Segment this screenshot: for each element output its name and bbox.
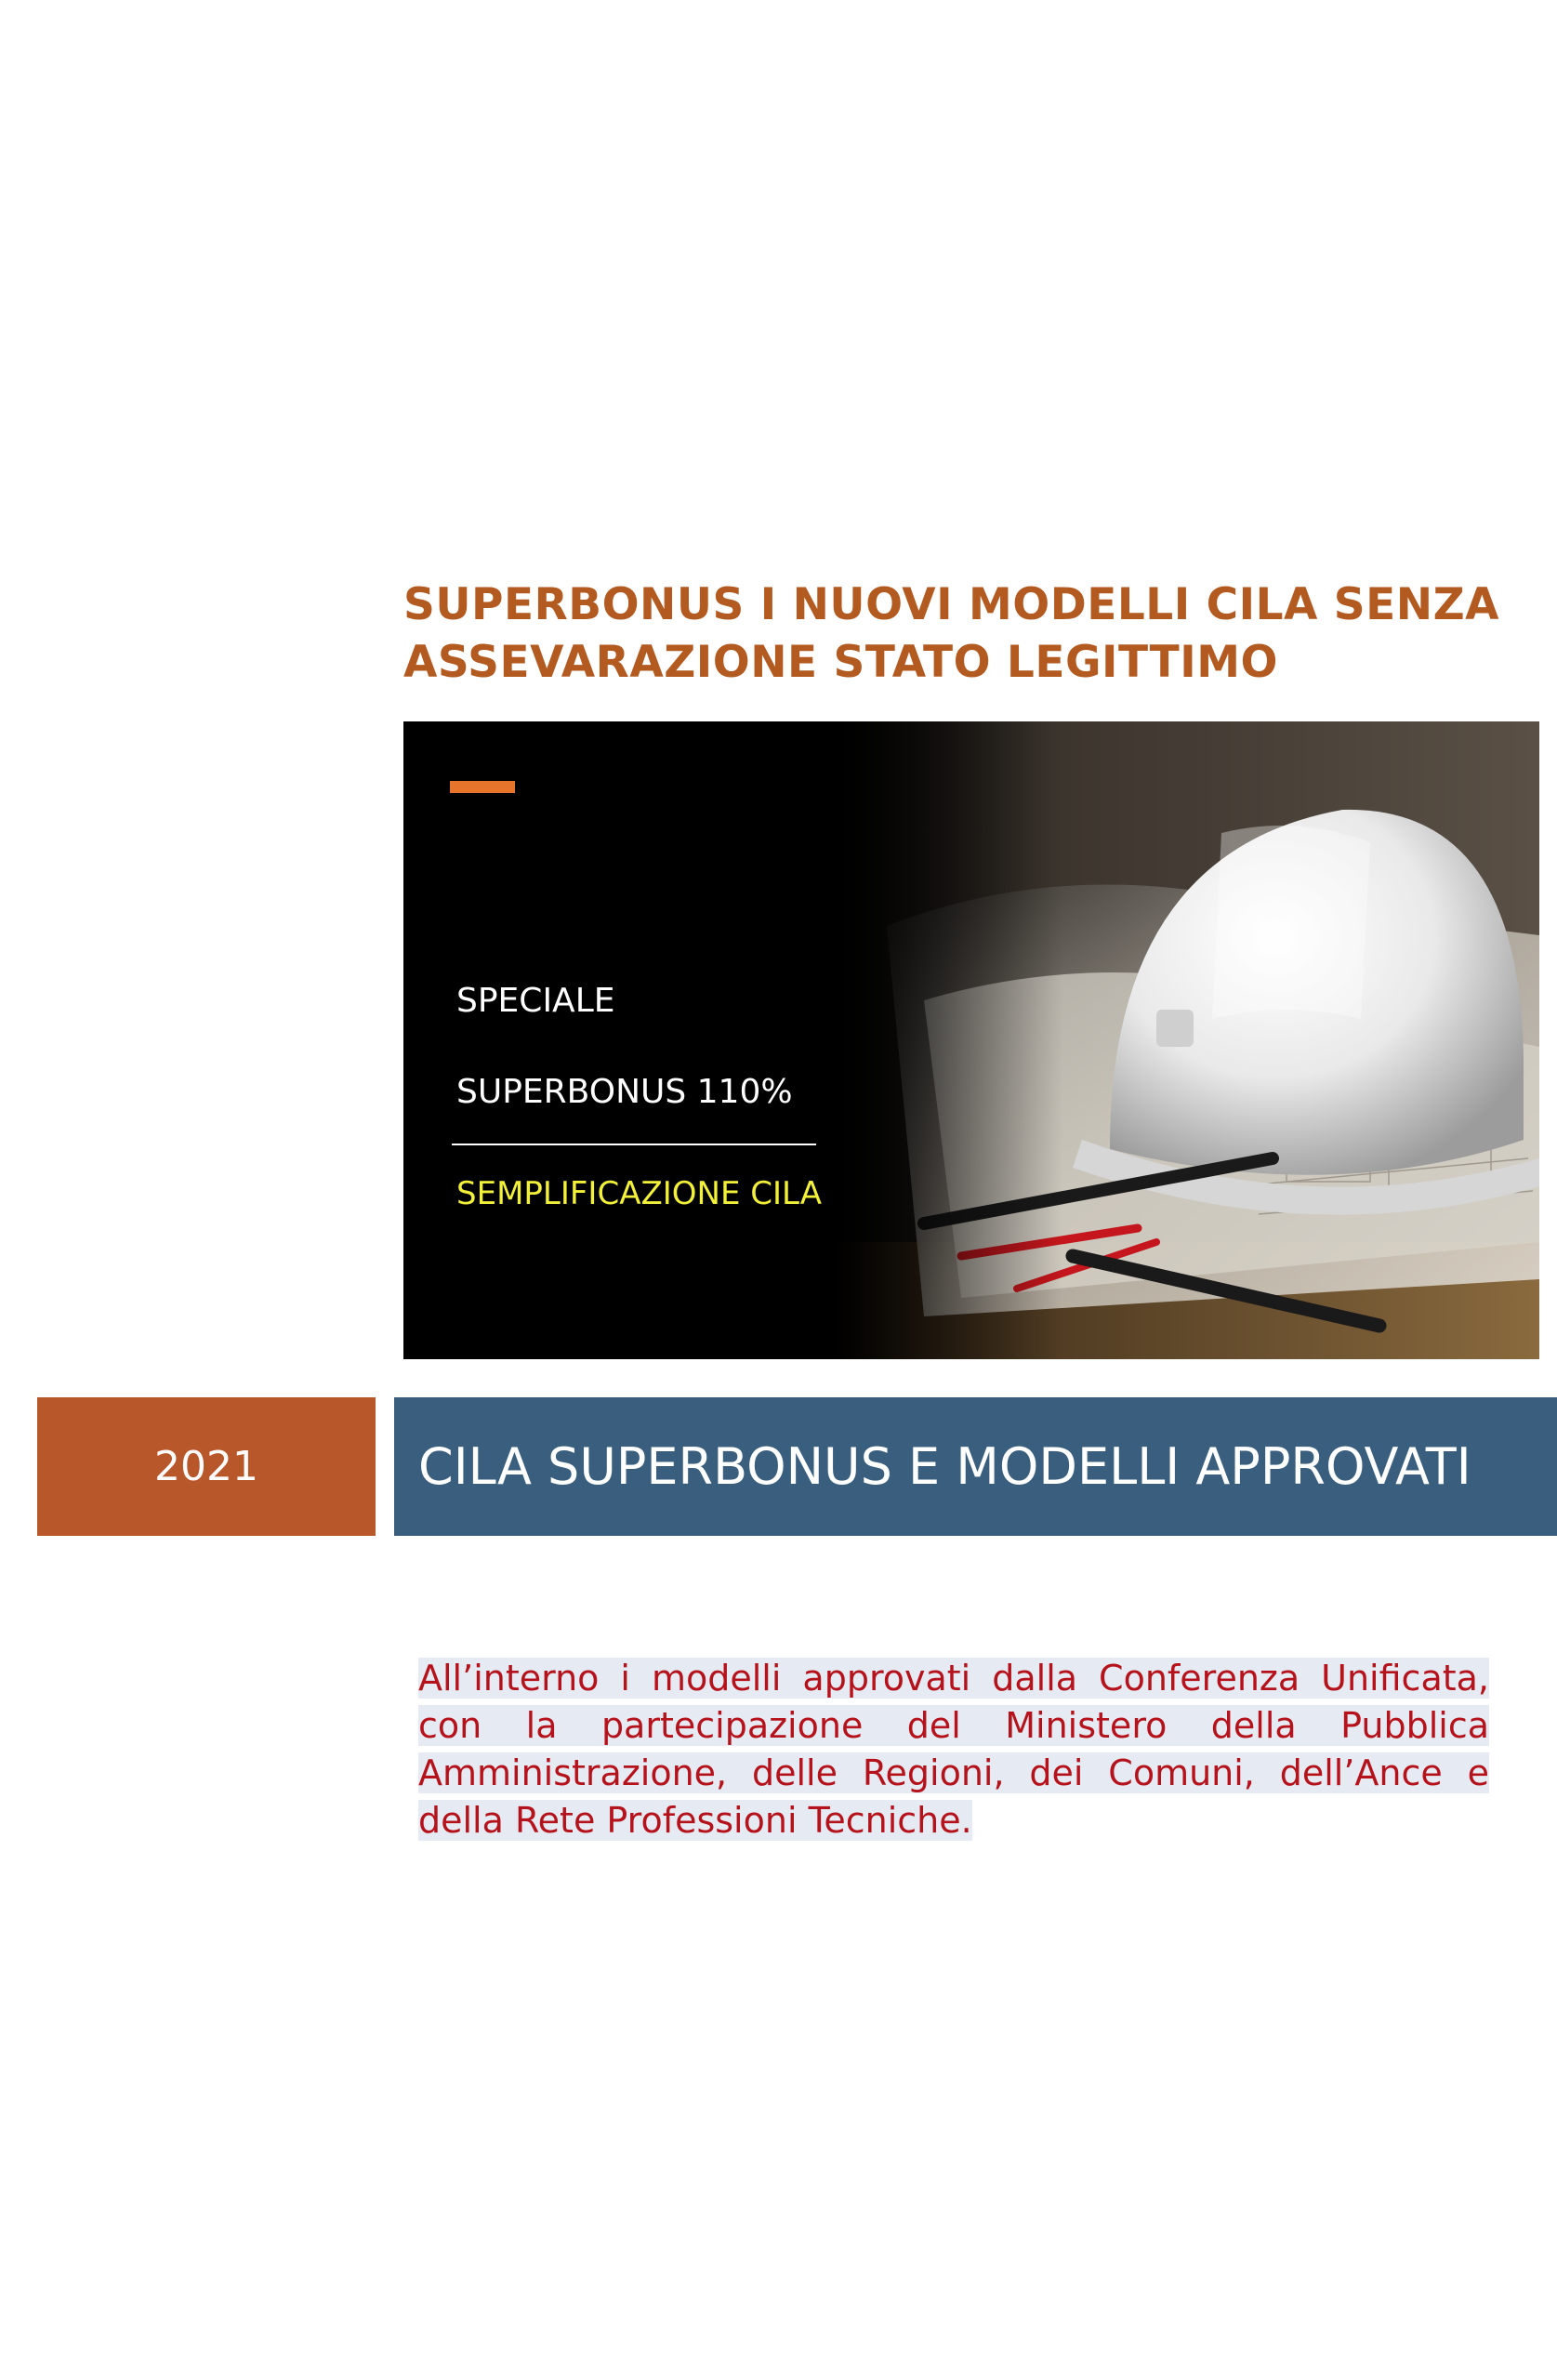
abstract-text: All’interno i modelli approvati dalla Conferenza Unificata, con la partecipazione del Ministero della Pubblica Amministrazione, delle Regioni, dei Comuni, dell’Ance e della Rete Professioni Tecniche. [418,1658,1489,1841]
hero-image [403,721,1539,1359]
cover-title-line-1: SUPERBONUS I NUOVI MODELLI CILA SENZA [403,579,1500,630]
year-badge: 2021 [37,1397,376,1536]
cover-title [403,576,1500,692]
hard-hat-blueprint-illustration [403,721,1539,1359]
hero-label-semplificazione: SEMPLIFICAZIONE CILA [456,1175,823,1212]
cover-title-line-2: ASSEVARAZIONE STATO LEGITTIMO [403,637,1278,688]
accent-dash [450,781,515,793]
hero-divider [452,1144,816,1145]
document-subtitle: CILA SUPERBONUS E MODELLI APPROVATI [394,1397,1557,1536]
hero-label-speciale: SPECIALE [456,982,615,1020]
hero-label-superbonus: SUPERBONUS 110% [456,1073,793,1111]
abstract-paragraph [418,1655,1489,1844]
